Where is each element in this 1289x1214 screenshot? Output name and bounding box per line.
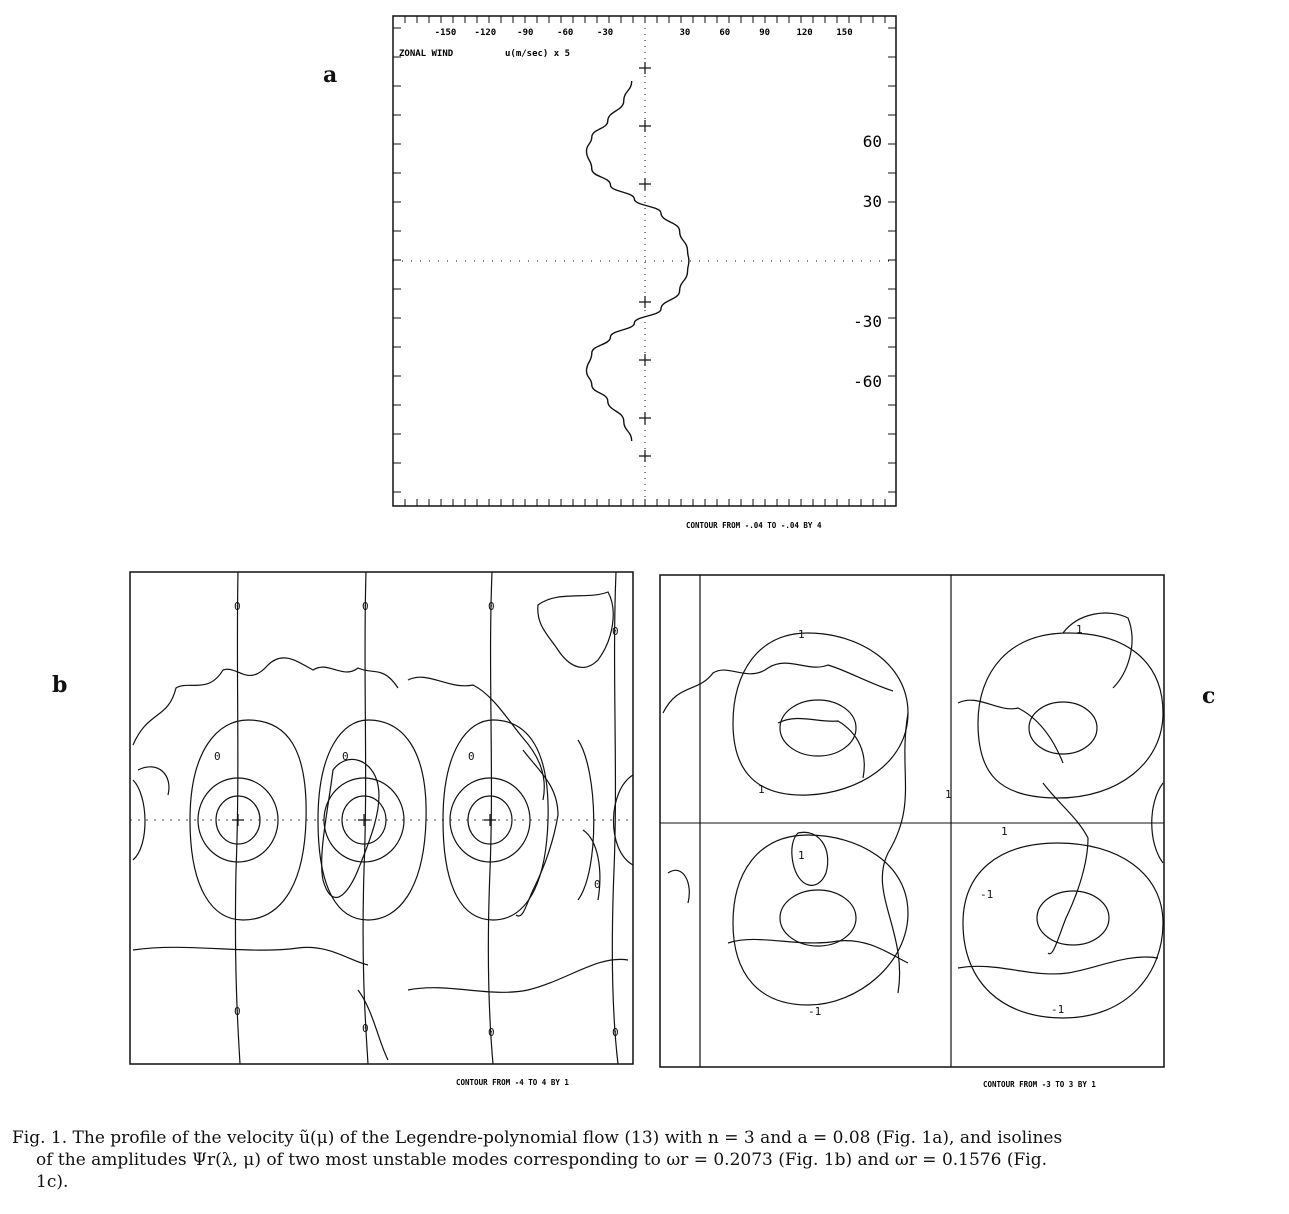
contour-label: 1 <box>758 783 765 796</box>
zero-labels <box>214 600 619 1039</box>
x-tick-label: -30 <box>596 28 614 38</box>
panel-a-letter: a <box>323 62 338 88</box>
mode-c-map <box>658 573 1168 1093</box>
x-tick-label: -90 <box>517 28 534 38</box>
reference-lines <box>393 16 896 506</box>
isoline-contours <box>133 720 633 920</box>
y-tick-label: -30 <box>853 312 882 331</box>
series-line <box>586 81 688 441</box>
contour-label: 0 <box>362 600 369 613</box>
caption-line-2: of the amplitudes Ψr(λ, μ) of two most unstable modes corresponding to ωr = 0.2073 (Fig. 1b) and ωr = 0.1576 (Fig. <box>36 1150 1047 1170</box>
x-tick-label: 60 <box>719 28 731 38</box>
series-group <box>586 81 688 441</box>
contour-label: 1 <box>945 788 952 801</box>
x-tick-label: 120 <box>796 28 813 38</box>
meridian-lines <box>235 572 618 1064</box>
x-tick-label: -150 <box>434 28 457 38</box>
chart-ticks <box>393 16 896 506</box>
x-tick-label: 30 <box>679 28 691 38</box>
x-tick-label: -120 <box>474 28 497 38</box>
contour-label: 0 <box>612 1026 619 1039</box>
mode-b-map <box>128 570 638 1090</box>
chart-units: u(m/sec) x 5 <box>505 49 571 59</box>
coastlines <box>133 592 628 1060</box>
center-cross <box>639 412 651 424</box>
center-cross <box>639 296 651 308</box>
panel-c-letter: c <box>1202 683 1216 709</box>
contour-label: -1 <box>980 888 994 901</box>
contour-label: 1 <box>798 849 805 862</box>
contour-label: -1 <box>808 1005 822 1018</box>
chart-title: ZONAL WIND <box>399 49 454 59</box>
figure-caption <box>12 1127 1282 1193</box>
contour-label: 0 <box>214 750 221 763</box>
map-footer: CONTOUR FROM -3 TO 3 BY 1 <box>983 1080 1096 1089</box>
chart-frame <box>393 16 896 506</box>
x-tick-label: -60 <box>557 28 574 38</box>
isoline-contours <box>733 633 1163 1018</box>
zonal-wind-chart <box>385 8 905 538</box>
contour-label: 0 <box>488 600 495 613</box>
contour-label: 0 <box>362 1022 369 1035</box>
center-cross <box>639 354 651 366</box>
center-markers <box>232 814 496 826</box>
x-tick-label: 90 <box>759 28 771 38</box>
contour-label: 0 <box>594 878 601 891</box>
center-cross <box>639 120 651 132</box>
y-tick-label: 60 <box>862 132 882 151</box>
y-tick-label: 30 <box>862 192 882 211</box>
contour-label: 0 <box>488 1026 495 1039</box>
map-footer: CONTOUR FROM -4 TO 4 BY 1 <box>456 1078 569 1087</box>
contour-label: 0 <box>468 750 475 763</box>
coastlines <box>663 613 1158 974</box>
center-cross <box>639 62 651 74</box>
contour-labels <box>758 623 1083 1018</box>
y-tick-label: -60 <box>853 372 882 391</box>
contour-label: 1 <box>1001 825 1008 838</box>
contour-label: 0 <box>342 750 349 763</box>
contour-label: 0 <box>612 625 619 638</box>
map-frame <box>660 575 1164 1067</box>
contour-label: 0 <box>234 600 241 613</box>
contour-label: 0 <box>234 1005 241 1018</box>
caption-line-1: Fig. 1. The profile of the velocity ũ(μ) of the Legendre-polynomial flow (13) with n = 3 and a = 0.08 (Fig. 1a), and isolines <box>12 1128 1063 1148</box>
contour-label: 1 <box>798 628 805 641</box>
contour-label: 1 <box>1076 623 1083 636</box>
center-cross <box>639 178 651 190</box>
x-tick-label: 150 <box>836 28 853 38</box>
panel-b-letter: b <box>52 672 68 698</box>
caption-line-3: 1c). <box>36 1172 69 1192</box>
center-cross <box>639 450 651 462</box>
chart-footer: CONTOUR FROM -.04 TO -.04 BY 4 <box>686 521 822 530</box>
contour-label: -1 <box>1051 1003 1065 1016</box>
